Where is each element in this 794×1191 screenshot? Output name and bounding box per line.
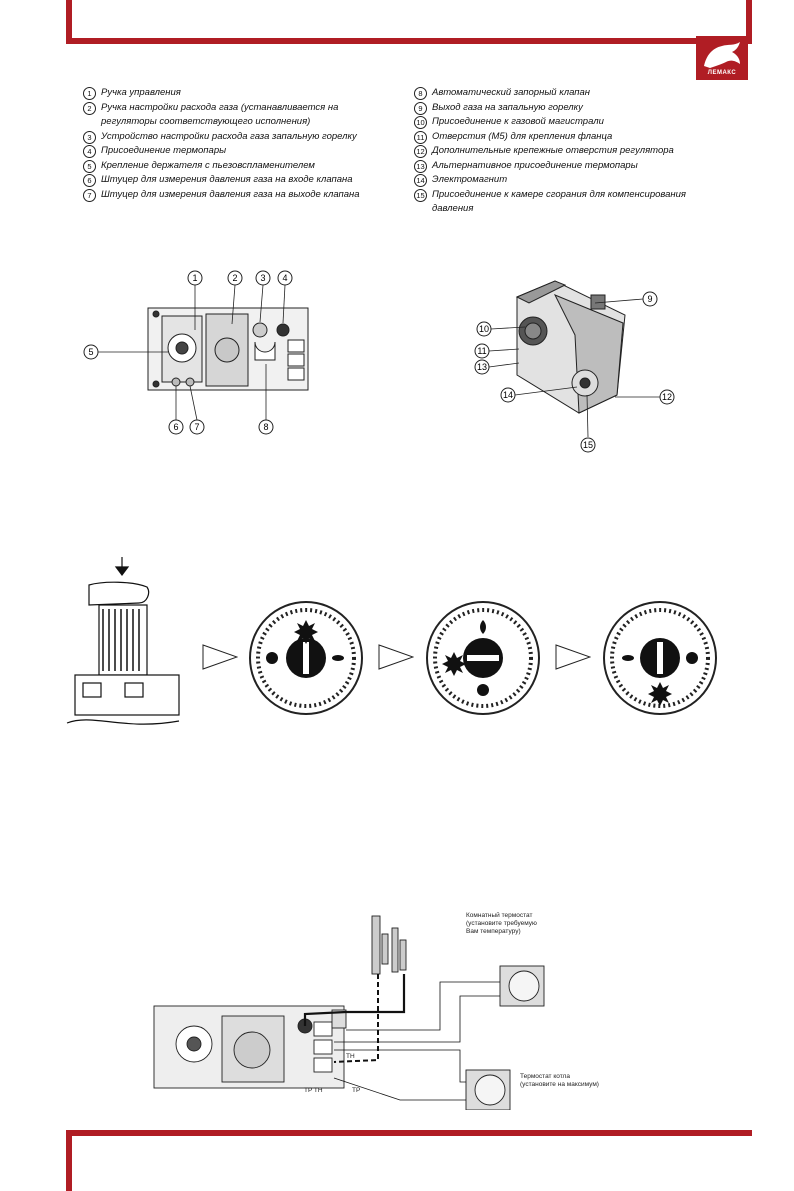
legend-item [414,130,714,145]
legend-right [414,86,714,217]
legend-number: 5 [83,160,96,173]
legend-text: Присоединение к камере сгорания для компенсирования давления [432,188,687,214]
callout-1: 1 [192,273,198,283]
callout-11: 11 [477,346,487,356]
legend-item [83,130,373,145]
legend-text: Ручка управления [101,87,181,98]
dial-position-1-icon [246,598,366,718]
legend-number: 4 [83,145,96,158]
legend-item [414,188,714,217]
boiler-thermostat-label-2: (установите на максимум) [520,1081,599,1088]
legend-text: Присоединение к газовой магистрали [432,116,604,127]
legend-text: Ручка настройки расхода газа (устанавливается на регуляторы соответствующего исполнения) [101,101,339,127]
lemax-logo [696,36,748,80]
dial-position-2-icon [423,598,543,718]
callout-2: 2 [232,273,238,283]
legend-text: Присоединение термопары [101,145,227,156]
legend-text: Электромагнит [432,174,508,185]
legend-number: 14 [414,174,427,187]
lion-emblem-icon [696,38,748,72]
valve-side-view-diagram [455,275,695,460]
callout-9: 9 [647,294,653,304]
room-thermostat-label-1: Комнатный термостат [466,912,533,919]
callout-3: 3 [260,273,266,283]
legend-text: Выход газа на запальную горелку [432,101,583,113]
terminal-tp-label: TP [352,1087,361,1094]
logo-text: ЛЕМАКС [707,70,737,76]
legend-text: Штуцер для измерения давления газа на выходе клапана [101,188,360,200]
boiler-thermostat-label-1: Термостат котла [520,1073,570,1080]
legend-text: Отверстия (М5) для крепления фланца [432,130,613,142]
legend-number: 6 [83,174,96,187]
legend-item [414,101,714,116]
callout-14: 14 [502,390,514,400]
callout-7: 7 [194,422,200,432]
room-thermostat-label-2: (установите требуемую [466,920,537,927]
legend-text: Автоматический запорный клапан [432,87,590,98]
legend-number: 15 [414,189,427,202]
wiring-diagram [150,910,620,1110]
legend-number: 1 [83,87,96,100]
legend-number: 8 [414,87,427,100]
terminal-tp-th-label: TP TH [304,1087,323,1094]
dial-position-3-icon [600,598,720,718]
legend-left [83,86,373,202]
legend-item [83,159,373,174]
callout-15: 15 [582,440,594,450]
callout-13: 13 [476,362,488,372]
legend-item [414,144,714,159]
legend-number: 11 [414,131,427,144]
legend-item [83,86,373,101]
arrow-icon [555,644,591,670]
legend-item [83,144,373,159]
callout-10: 10 [478,324,490,334]
legend-text: Крепление держателя с пьезовспламенителем [101,159,315,171]
callout-12: 12 [661,392,673,402]
page-frame-bottom [66,1130,752,1191]
callout-8: 8 [263,422,269,432]
callout-6: 6 [173,422,179,432]
legend-item [83,101,373,130]
legend-number: 2 [83,102,96,115]
valve-top-view-diagram [80,268,350,438]
legend-item [83,188,373,203]
legend-text: Альтернативное присоединение термопары [432,159,638,171]
callout-4: 4 [282,273,288,283]
legend-number: 10 [414,116,427,129]
legend-text: Штуцер для измерения давления газа на входе клапана [101,174,353,185]
page-frame-top [66,0,752,44]
knob-press-diagram [63,553,183,738]
callout-5: 5 [88,347,94,357]
legend-item [414,173,714,188]
legend-item [414,86,714,101]
legend-number: 7 [83,189,96,202]
arrow-icon [378,644,414,670]
legend-item [83,173,373,188]
legend-text: Устройство настройки расхода газа запальную горелку [101,130,357,142]
legend-number: 3 [83,131,96,144]
legend-item [414,159,714,174]
room-thermostat-label-3: Вам температуру) [466,928,521,935]
legend-text: Дополнительные крепежные отверстия регулятора [432,145,674,156]
arrow-icon [202,644,238,670]
legend-item [414,115,714,130]
legend-number: 12 [414,145,427,158]
legend-number: 9 [414,102,427,115]
terminal-th-label: TH [346,1053,355,1060]
legend-number: 13 [414,160,427,173]
